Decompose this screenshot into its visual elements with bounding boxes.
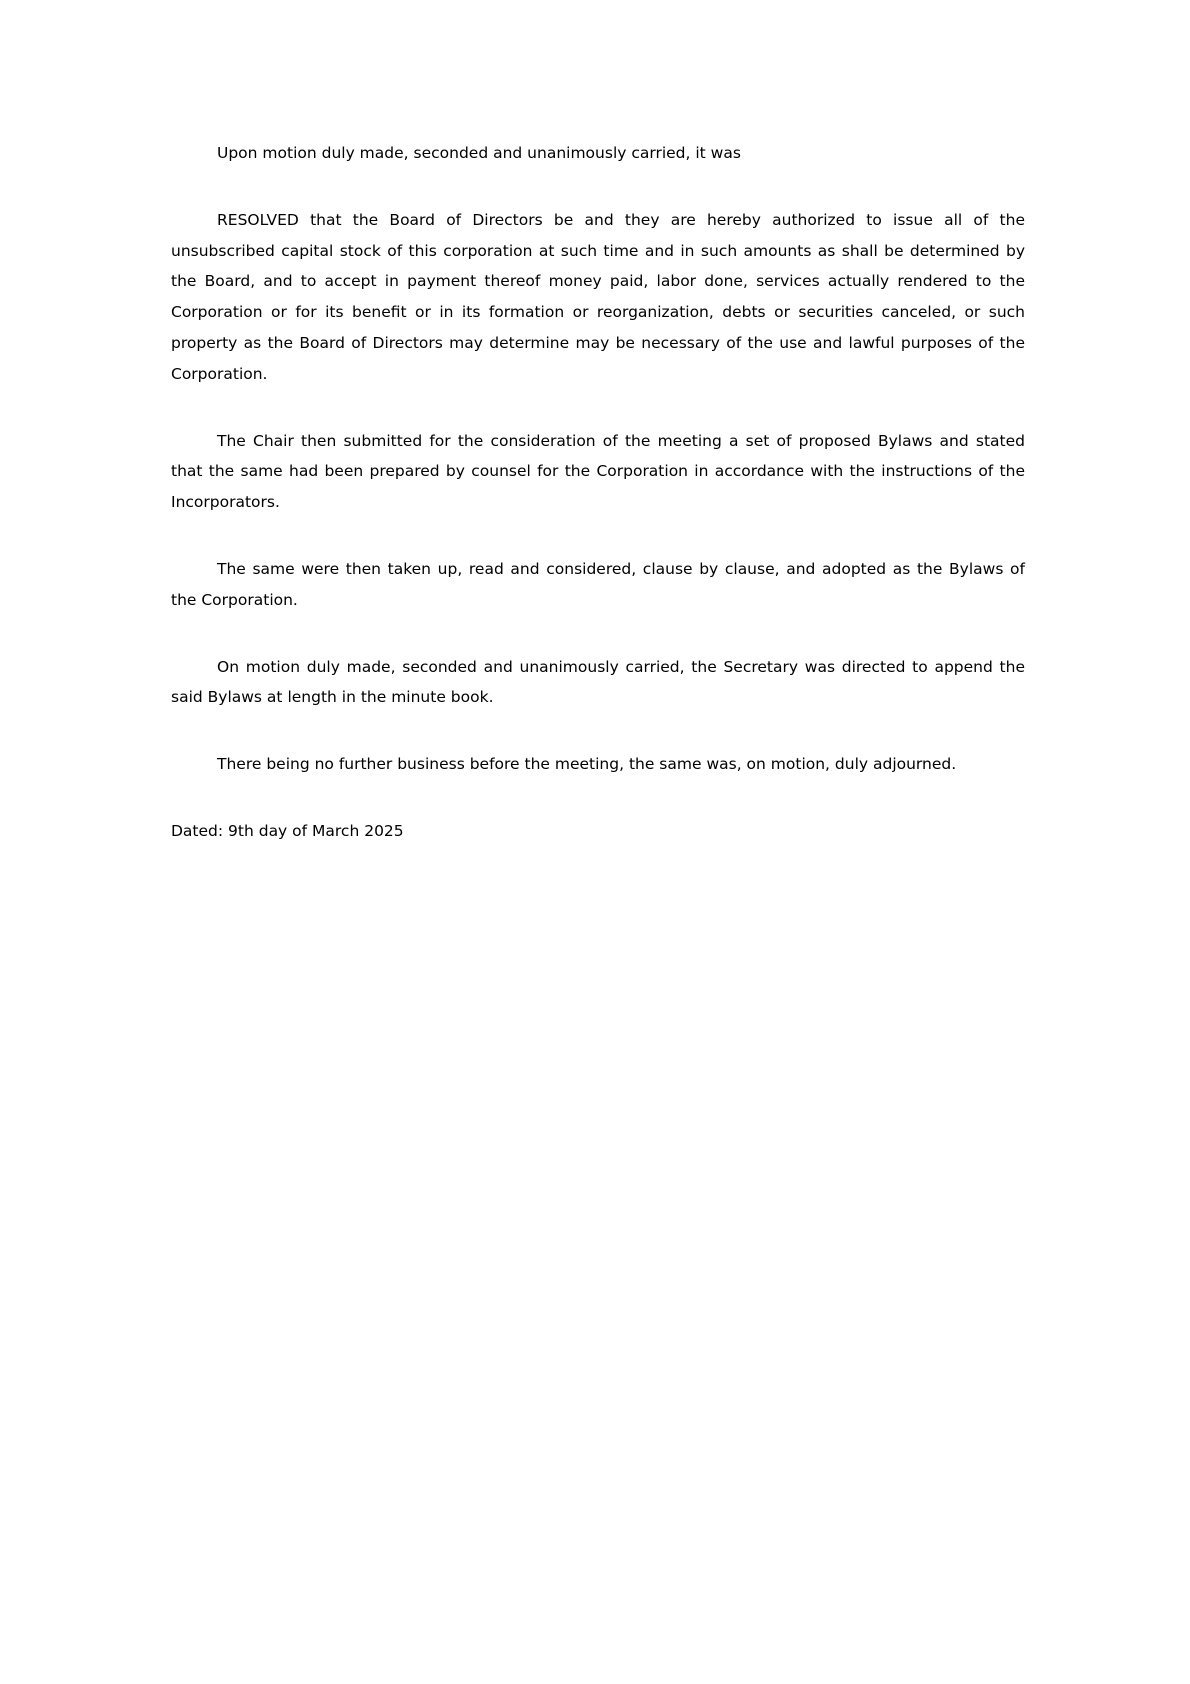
document-body bbox=[171, 138, 1025, 883]
dated-line: Dated: 9th day of March 2025 bbox=[171, 821, 404, 840]
paragraph-resolution: RESOLVED that the Board of Directors be and they are hereby authorized to issue all of the unsubscribed capital stock of this corporation at such time and in such amounts as shall be determined by the Board, and to accept in payment thereof money paid, labor done, services actually rendered to the Corporation or for its benefit or in its formation or reorganization, debts or securities canceled, or such property as the Board of Directors may determine may be necessary of the use and lawful purposes of the Corporation. bbox=[171, 210, 1025, 383]
paragraph-bylaws-appended: On motion duly made, seconded and unanimously carried, the Secretary was directed to append the said Bylaws at length in the minute book. bbox=[171, 657, 1025, 707]
paragraph-bylaws-adopted: The same were then taken up, read and considered, clause by clause, and adopted as the Bylaws of the Corporation. bbox=[171, 559, 1025, 609]
paragraph-motion: Upon motion duly made, seconded and unanimously carried, it was bbox=[217, 144, 741, 162]
paragraph-bylaws-submitted: The Chair then submitted for the consideration of the meeting a set of proposed Bylaws and stated that the same had been prepared by counsel for the Corporation in accordance with the instructions of the Incorporators. bbox=[171, 431, 1025, 512]
paragraph-adjourned: There being no further business before the meeting, the same was, on motion, duly adjourned. bbox=[217, 755, 957, 774]
